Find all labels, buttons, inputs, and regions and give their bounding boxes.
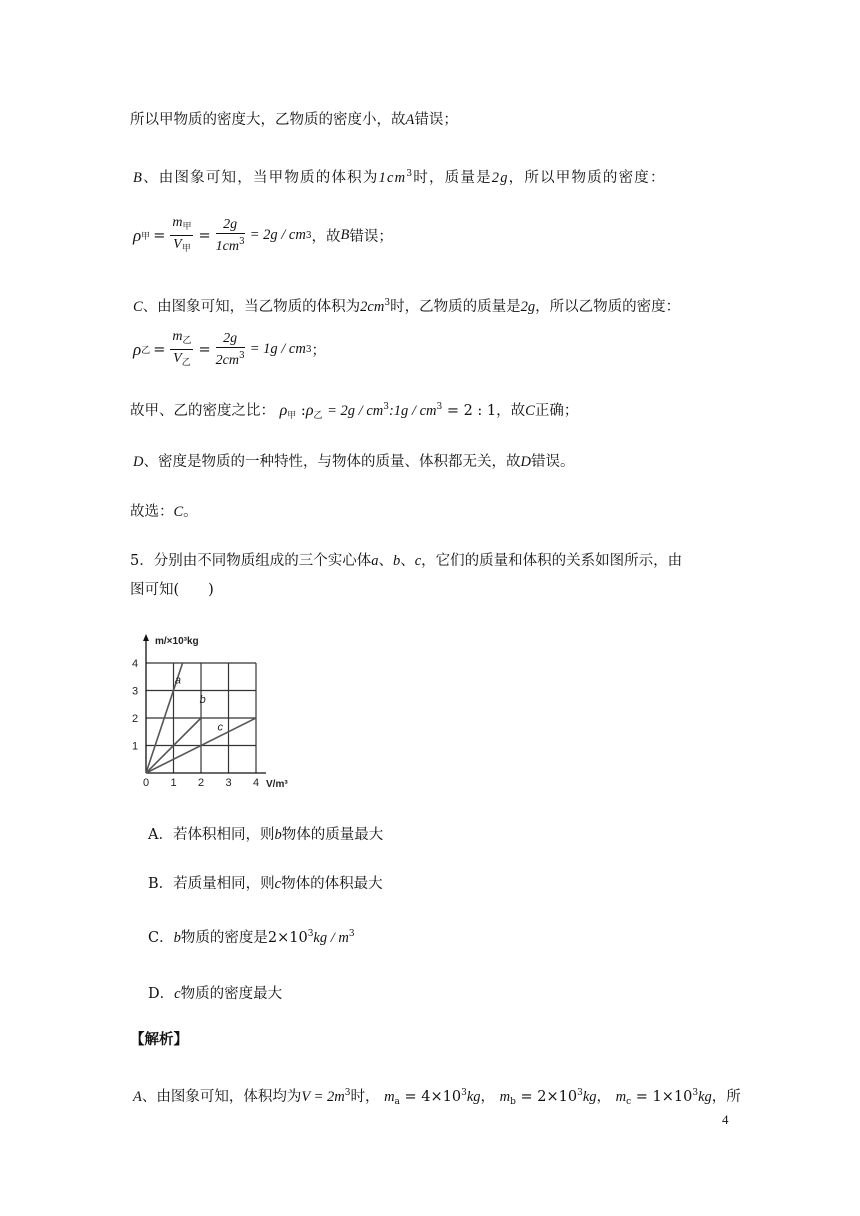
unit: kg (582, 1089, 597, 1105)
mass-value: = 2×10 (520, 1089, 578, 1105)
text-span: ，所 (711, 1089, 741, 1105)
subscript: 甲 (181, 244, 191, 254)
option-text: C． (148, 930, 174, 946)
text-span: 、由图象可知，当甲物质的体积为 (143, 170, 379, 186)
x-tick-label: 1 (170, 777, 177, 789)
text-line-8 (130, 502, 198, 522)
text-span: 、密度是物质的一种特性，与物体的质量、体积都无关，故 (143, 454, 521, 470)
mass-value: = 1×10 (635, 1089, 693, 1105)
ratio-result: = 2 : 1 (446, 403, 497, 419)
equation-density-yi: ρ 乙 = $\frac{m_乙}{V_乙}$ = $\frac{2g}{2cm^3}$ = 1g / cm 3 ； (133, 328, 326, 371)
mass-symbol: m (499, 1089, 511, 1105)
volume-value: 1cm (378, 170, 407, 186)
mass-value: = 4×10 (404, 1089, 462, 1105)
equation-density-jia: ρ 甲 = $\frac{m_甲}{V_甲}$ = $\frac{2g}{1cm^3}$ = 2g / cm 3 ，故 B 错误； (133, 214, 393, 257)
subscript: 乙 (141, 346, 151, 356)
x-tick-label: 0 (143, 777, 150, 789)
option-letter: A (405, 112, 415, 128)
text-span: 、 (378, 553, 393, 569)
option-text: 物质的密度是 (180, 930, 268, 946)
text-span: 图可知( ) (130, 582, 214, 598)
text-span: ； (311, 343, 327, 359)
subscript: a (394, 1097, 400, 1107)
y-tick-label: 3 (132, 685, 139, 698)
subscript: b (510, 1097, 516, 1107)
text-span: ，所以甲物质的密度： (508, 170, 666, 186)
ratio-part: = 2g / cm (327, 403, 384, 419)
text-span: 、由图象可知，体积均为 (141, 1089, 302, 1105)
option-text: B．若质量相同，则 (148, 876, 275, 892)
option-letter: A (133, 1089, 142, 1105)
text-line-4: C、由图象可知，当乙物质的体积为$2cm^3$时，乙物质的质量是2g，所以乙物质的密度： (133, 298, 681, 315)
var-c: c (414, 553, 422, 569)
option-letter: C (173, 504, 184, 520)
option-letter: C (133, 299, 143, 315)
option-a[interactable] (148, 823, 383, 844)
option-c[interactable] (148, 926, 355, 947)
exponent: 3 (307, 929, 314, 939)
subscript: 乙 (182, 336, 192, 346)
unit: kg (466, 1089, 481, 1105)
text-span: 、 (400, 553, 415, 569)
mass-volume-chart (130, 632, 290, 792)
mass-value: 2g (520, 299, 536, 315)
text-span: 时， (350, 1089, 380, 1105)
option-var: b (274, 827, 282, 843)
option-text: D． (148, 986, 175, 1002)
y-axis-label: m/×10³kg (155, 636, 199, 647)
m-symbol: m (172, 329, 183, 344)
text-line-6: 故甲、乙的密度之比： $\rho_甲$ $:\rho_乙 = 2g$ / $cm^3:1g / cm^3 = 2$ : 1，故C正确； (130, 402, 579, 421)
fraction-values: $\frac{2g}{1cm^3}$ (215, 217, 245, 254)
v-symbol: V (173, 351, 182, 366)
x-tick-label: 4 (253, 777, 260, 789)
subscript: 乙 (313, 411, 323, 421)
result: = 1g / cm (249, 341, 306, 357)
ratio-part: :1g / cm (388, 403, 437, 419)
option-text: A．若体积相同，则 (148, 827, 275, 843)
fraction-m-over-v (170, 328, 193, 371)
option-b[interactable] (148, 872, 383, 893)
option-var: b (173, 930, 181, 946)
series-label-c: c (217, 721, 223, 734)
unit: kg (698, 1089, 712, 1105)
text-span: ， (480, 1089, 496, 1105)
analysis-title: 【解析】 (130, 1031, 188, 1048)
subscript: c (626, 1097, 632, 1107)
text-span: 所以甲物质的密度大，乙物质的密度小，故 (130, 112, 406, 128)
mass-symbol: m (615, 1089, 627, 1105)
mass-value: 2g (491, 170, 509, 186)
volume-value: 2cm (360, 299, 385, 315)
var-a: a (371, 553, 379, 569)
density-value: 2×10 (267, 930, 308, 946)
density-unit: kg / m (313, 930, 349, 946)
option-letter: D (520, 454, 531, 470)
text-span: 错误。 (530, 454, 575, 470)
option-letter: B (340, 227, 350, 243)
text-span: 正确； (534, 403, 579, 419)
text-span: 时，质量是 (413, 170, 492, 186)
volume-eq: V = 2m (301, 1089, 345, 1105)
text-span: 错误； (414, 112, 458, 128)
text-span: ， (596, 1089, 612, 1105)
option-var: c (174, 986, 181, 1002)
option-letter: D (133, 454, 144, 470)
rho-symbol: ρ (133, 225, 142, 245)
option-text: 物体的体积最大 (281, 876, 383, 892)
text-span: ，它们的质量和体积的关系如图所示，由 (421, 553, 683, 569)
text-span: 错误； (349, 229, 393, 245)
question-5-line-2 (130, 580, 214, 600)
question-5-line-1 (130, 551, 682, 571)
option-letter: B (133, 170, 144, 186)
option-text: 物质的密度最大 (180, 986, 283, 1002)
y-tick-label: 4 (132, 658, 139, 670)
y-tick-label: 1 (132, 740, 139, 753)
option-var: c (274, 876, 282, 892)
numerator: 2g (223, 217, 238, 232)
analysis-line-1: A、由图象可知，体积均为$V = 2m^3$时， $m_a = 4\times 10^3kg$， $m_b = 2\times 10^3kg$， $m_c = 1\times 10^3kg$，所 (133, 1088, 741, 1107)
option-letter: C (525, 403, 535, 419)
text-line-1 (130, 110, 458, 130)
text-span: 时，乙物质的质量是 (390, 299, 521, 315)
m-symbol: m (172, 215, 183, 230)
result: = 2g / cm (249, 227, 306, 243)
denominator: 2cm (215, 353, 239, 368)
numerator: 2g (223, 331, 238, 346)
var-b: b (392, 553, 401, 569)
text-span: ，故 (496, 403, 526, 419)
text-span: 、由图象可知，当乙物质的体积为 (142, 299, 361, 315)
text-span: 5．分别由不同物质组成的三个实心体 (130, 553, 372, 569)
option-d[interactable] (148, 982, 282, 1003)
fraction-m-over-v (170, 214, 193, 257)
y-axis-arrow (143, 634, 149, 641)
x-axis-label: V/m³ (266, 779, 288, 790)
series-label-b: b (199, 693, 206, 706)
subscript: 乙 (181, 358, 191, 368)
text-span: 故甲、乙的密度之比： (130, 403, 275, 419)
text-line-7 (133, 452, 574, 472)
mass-symbol: m (384, 1089, 395, 1105)
exponent: 3 (348, 929, 355, 939)
subscript: 甲 (182, 222, 192, 232)
text-span: 。 (183, 504, 198, 520)
option-text: 物体的质量最大 (281, 827, 384, 843)
text-span: ，故 (311, 229, 341, 245)
series-label-a: a (174, 674, 181, 687)
chart-labels (132, 636, 288, 790)
text-line-2: B、由图象可知，当甲物质的体积为$1cm^3$时，质量是2g，所以甲物质的密度： (133, 169, 666, 186)
page-number: 4 (722, 1112, 729, 1127)
x-tick-label: 2 (198, 777, 205, 789)
denominator: 1cm (215, 239, 239, 254)
text-span: ，所以乙物质的密度： (535, 299, 681, 315)
subscript: 甲 (141, 232, 151, 242)
subscript: 甲 (287, 411, 297, 421)
y-tick-label: 2 (132, 713, 139, 725)
v-symbol: V (173, 237, 182, 252)
rho-symbol: ρ (133, 339, 142, 359)
fraction-values: $\frac{2g}{2cm^3}$ (215, 331, 245, 368)
text-span: 故选： (130, 504, 174, 520)
x-tick-label: 3 (225, 777, 232, 789)
